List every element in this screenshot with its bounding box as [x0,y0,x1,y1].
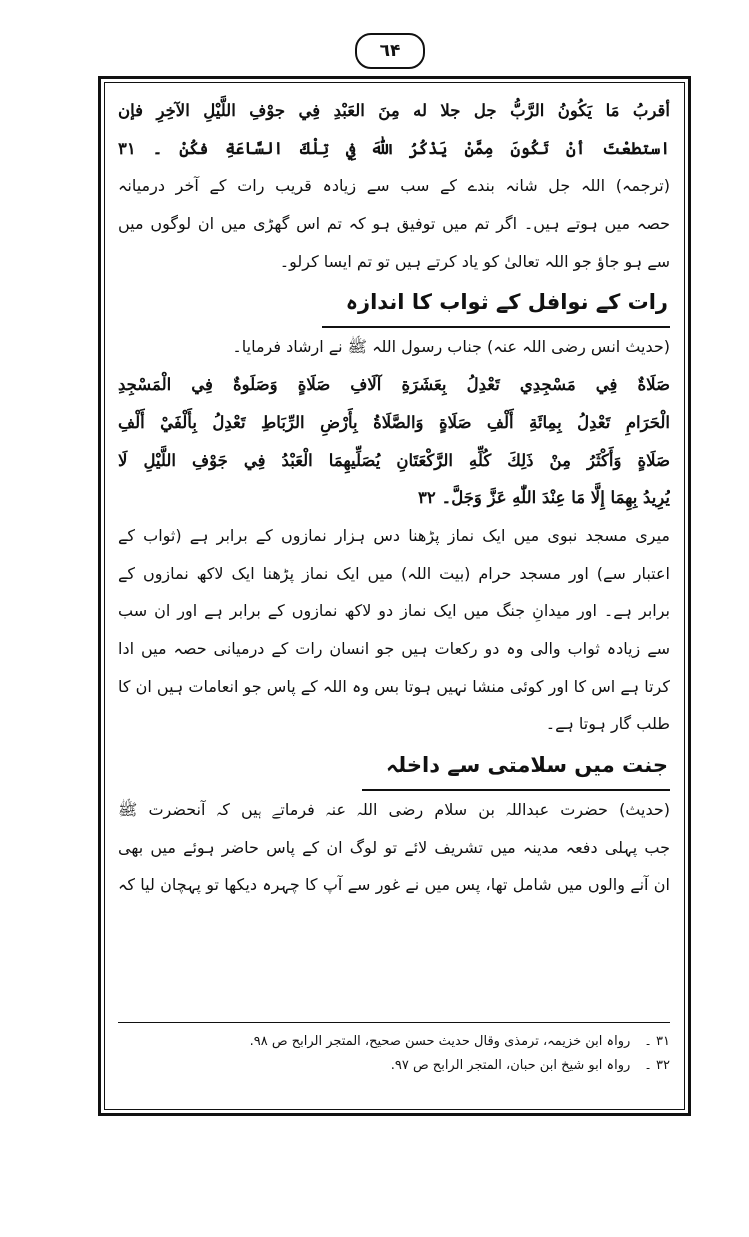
footnotes [118,1030,670,1078]
footnote-number: ۳۱ ۔ [644,1034,670,1049]
section-heading-night-prayer: رات کے نوافل کے ثواب کا اندازہ [322,280,670,328]
arabic-hadith-line: يُرِيدُ بِهِمَا إِلَّا مَا عِنْدَ اللّٰهِ عَزَّ وَجَلَّ۔ ۳۲ [418,488,670,508]
arabic-hadith-line: استطعْتَ أنْ تَكُونَ مِمَّنْ يَذْكُرُ اللّٰهَ فِي تِلْكَ السَّاعَةِ فكُنْ ۔ ۳۱ [118,138,670,158]
translation-line: میری مسجد نبوی میں ایک نماز پڑھنا دس ہزار نمازوں کے برابر ہے (ثواب کے [118,525,670,545]
footnote-number: ۳۲ ۔ [644,1058,670,1073]
footnote-31 [118,1030,670,1054]
translation-line: برابر ہے۔ اور میدانِ جنگ میں ایک نماز دو لاکھ نمازوں کے برابر ہے اور ان سب [118,601,670,621]
section-heading-wrap [118,743,670,791]
footnote-text: رواہ ابن خزیمہ، ترمذی وقال حدیث حسن صحیح، المتجر الرابح ص ۹۸. [249,1034,631,1049]
body-line: (حدیث) حضرت عبداللہ بن سلام رضی اللہ عنہ فرماتے ہیں کہ آنحضرت ﷺ [118,800,670,819]
arabic-hadith-line: صَلَاةٌ فِي مَسْجِدِي تَعْدِلُ بِعَشَرَةِ آلَافِ صَلَاةٍ وَصَلَوةٌ فِي الْمَسْجِدِ [118,375,670,395]
translation-line: سے ہو جاؤ جو اللہ تعالیٰ کو یاد کرتے ہیں تو تم ایسا کرلو۔ [279,251,670,271]
section-heading-paradise-entry: جنت میں سلامتی سے داخلہ [362,743,670,791]
translation-line: کرتا ہے اس کا اور کوئی منشا نہیں ہوتا بس وہ اللہ کے پاس جو انعامات ہیں ان کا [118,676,670,696]
page-body [118,92,670,904]
translation-line: طلب گار ہوتا ہے۔ [545,714,670,734]
section-heading-wrap [118,280,670,328]
footnote-divider [118,1022,670,1023]
arabic-hadith-line: صَلَاةٍ وَأَكْثَرُ مِنْ ذَلِكَ كُلِّهِ الرَّكْعَتَانِ يُصَلِّيهِمَا الْعَبْدُ فِي جَوْفِ اللَّيْلِ لَا [118,450,670,470]
page-number: ٦۴ [355,33,425,69]
footnote-text: رواہ ابو شیخ ابن حبان، المتجر الرابح ص ۹۷. [390,1058,631,1073]
arabic-hadith-line: الْحَرَامِ تَعْدِلُ بِمِائَةِ أَلْفِ صَلَاةٍ وَالصَّلَاةُ بِأَرْضِ الرِّبَاطِ تَعْدِلُ بِأَلْفَيْ أَلْفِ [118,412,670,432]
arabic-hadith-line: أقربُ مَا يَكُونُ الرَّبُّ جل جلا له مِنَ العَبْدِ فِي جوْفِ اللَّيْلِ الآخِرِ فإن [118,101,670,120]
body-line: جب پہلی دفعہ مدینہ میں تشریف لائے تو لوگ ان کے پاس حاضر ہوئے میں بھی [118,837,670,857]
body-line: ان آنے والوں میں شامل تھا، پس میں نے غور سے آپ کا چہرہ دیکھا تو پہچان لیا کہ [118,875,670,895]
translation-line: حصہ میں ہوتے ہیں۔ اگر تم میں توفیق ہو کہ تم اس گھڑی میں ان لوگوں میں [118,214,670,234]
translation-line: سے زیادہ ثواب والی وہ دو رکعات ہیں جو انسان رات کے درمیانی حصہ میں ادا [118,638,670,658]
translation-line: (ترجمہ) اللہ جل شانہ بندے کے سب سے زیادہ قریب رات کے آخر درمیانہ [118,176,670,196]
footnote-32 [118,1054,670,1078]
hadith-intro: (حدیث انس رضی اللہ عنہ) جناب رسول اللہ ﷺ نے ارشاد فرمایا۔ [232,337,670,357]
translation-line: اعتبار سے) اور مسجد حرام (بیت اللہ) میں ایک نماز پڑھنا ایک لاکھ نمازوں کے [118,563,670,583]
